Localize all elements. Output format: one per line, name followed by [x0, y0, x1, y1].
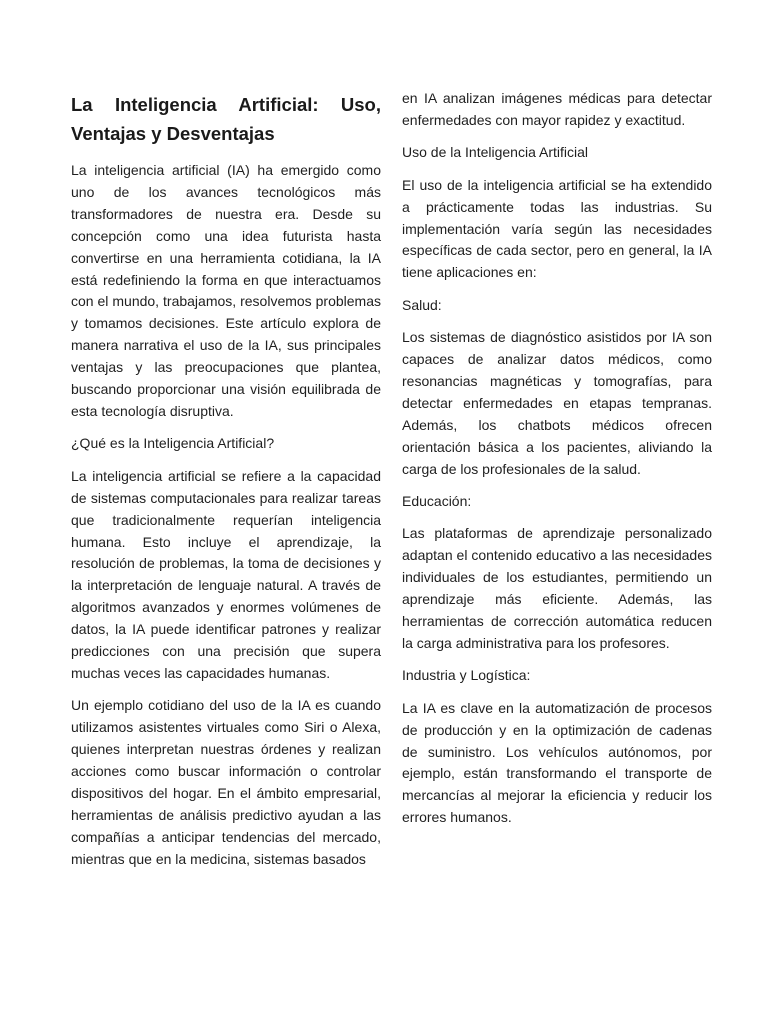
subheading-health: Salud:	[402, 296, 442, 313]
left-column	[71, 90, 381, 881]
intro-paragraph: La inteligencia artificial (IA) ha emergido como uno de los avances tecnológicos más transformadores de nuestra era. Desde su concepción como una idea futurista hasta convertirse en una herramienta cotidiana, la IA está redefiniendo la forma en que interactuamos con el mundo, trabajamos, resolvemos problemas y tomamos decisiones. Este artículo explora de manera narrativa el uso de la IA, sus principales ventajas y las preocupaciones que plantea, buscando proporcionar una visión equilibrada de esta tecnología disruptiva.	[71, 162, 381, 419]
document-title: La Inteligencia Artificial: Uso, Ventajas y Desventajas	[71, 94, 381, 144]
right-column	[402, 88, 712, 840]
definition-paragraph: La inteligencia artificial se refiere a la capacidad de sistemas computacionales para realizar tareas que tradicionalmente requerían inteligencia humana. Esto incluye el aprendizaje, la resolución de problemas, la toma de decisiones y la interpretación de lenguaje natural. A través de algoritmos avanzados y enormes volúmenes de datos, la IA puede identificar patrones y realizar predicciones con una precisión que supera muchas veces las capacidades humanas.	[71, 467, 381, 681]
education-paragraph: Las plataformas de aprendizaje personalizado adaptan el contenido educativo a las necesidades individuales de los estudiantes, permitiendo un aprendizaje más eficiente. Además, las herramientas de corrección automática reducen la carga administrativa para los profesores.	[402, 525, 712, 651]
continued-paragraph: en IA analizan imágenes médicas para detectar enfermedades con mayor rapidez y exactitud.	[402, 90, 712, 128]
subheading-education: Educación:	[402, 493, 472, 509]
uses-paragraph: El uso de la inteligencia artificial se ha extendido a prácticamente todas las industrias. Su implementación varía según las necesidades específicas de cada sector, pero en general, la IA tiene aplicaciones en:	[402, 176, 712, 281]
subheading-industry: Industria y Logística:	[402, 667, 531, 684]
example-paragraph: Un ejemplo cotidiano del uso de la IA es cuando utilizamos asistentes virtuales como Siri o Alexa, quienes interpretan nuestras órdenes y realizan acciones como buscar información o controlar dispositivos del hogar. En el ámbito empresarial, herramientas de análisis predictivo ayudan a las compañías a anticipar tendencias del mercado, mientras que en la medicina, sistemas basados	[71, 697, 381, 867]
industry-paragraph: La IA es clave en la automatización de procesos de producción y en la optimización de cadenas de suministro. Los vehículos autónomos, por ejemplo, están transformando el transporte de mercancías al mejorar la eficiencia y reducir los errores humanos.	[402, 699, 712, 826]
section-heading-uses: Uso de la Inteligencia Artificial	[402, 144, 588, 161]
section-heading-what-is-ai: ¿Qué es la Inteligencia Artificial?	[71, 435, 275, 452]
health-paragraph: Los sistemas de diagnóstico asistidos por IA son capaces de analizar datos médicos, como resonancias magnéticas y tomografías, para detectar enfermedades en etapas tempranas. Además, los chatbots médicos ofrecen orientación básica a los pacientes, aliviando la carga de los profesionales de la salud.	[402, 329, 712, 477]
